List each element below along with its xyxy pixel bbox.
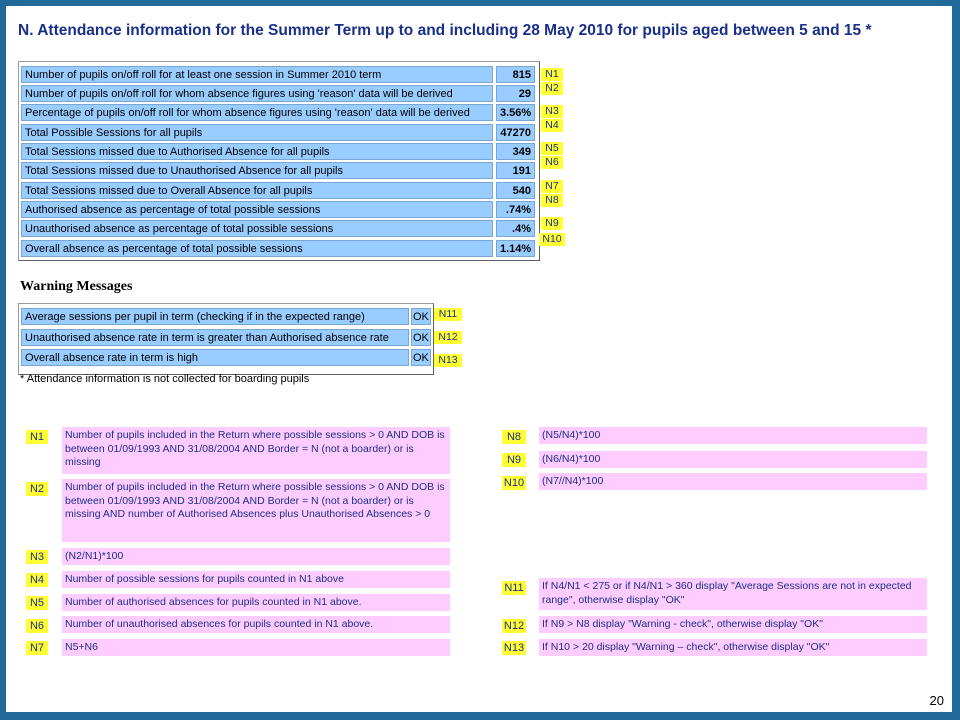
warning-label: Overall absence rate in term is high xyxy=(21,349,409,366)
legend-tag: N2 xyxy=(26,482,48,496)
row-tag: N7 xyxy=(541,180,563,193)
row-value: .4% xyxy=(496,220,535,237)
row-value: .74% xyxy=(496,201,535,218)
legend-tag: N1 xyxy=(26,430,48,444)
row-tag: N9 xyxy=(541,217,563,230)
row-tag: N2 xyxy=(541,82,563,95)
row-value: 3.56% xyxy=(496,104,535,121)
legend-definition: (N6/N4)*100 xyxy=(539,451,927,468)
row-value: 191 xyxy=(496,162,535,179)
footnote: * Attendance information is not collected for boarding pupils xyxy=(20,373,310,385)
legend-tag: N3 xyxy=(26,550,48,564)
warning-heading: Warning Messages xyxy=(20,279,133,294)
row-tag: N5 xyxy=(541,142,563,155)
row-label: Total Sessions missed due to Authorised Absence for all pupils xyxy=(21,143,493,160)
legend-tag: N11 xyxy=(502,581,526,595)
legend-tag: N8 xyxy=(502,430,526,444)
row-label: Total Possible Sessions for all pupils xyxy=(21,124,493,141)
legend-definition: N5+N6 xyxy=(62,639,450,656)
row-label: Percentage of pupils on/off roll for whom absence figures using 'reason' data will be derived xyxy=(21,104,493,121)
legend-tag: N13 xyxy=(503,642,525,654)
row-tag: N10 xyxy=(539,233,565,246)
row-value: 540 xyxy=(496,182,535,199)
row-label: Number of pupils on/off roll for at least one session in Summer 2010 term xyxy=(21,66,493,83)
warning-tag: N12 xyxy=(434,331,462,344)
legend-tag: N6 xyxy=(26,619,48,633)
warning-label: Average sessions per pupil in term (checking if in the expected range) xyxy=(21,308,409,325)
row-tag: N3 xyxy=(541,105,563,118)
row-value: 29 xyxy=(496,85,535,102)
page-title: N. Attendance information for the Summer Term up to and including 28 May 2010 for pupils aged between 5 and 15 * xyxy=(18,22,872,39)
legend-definition: If N4/N1 < 275 or if N4/N1 > 360 display "Average Sessions are not in expected range", otherwise display "OK" xyxy=(539,578,927,610)
legend-tag: N4 xyxy=(26,573,48,587)
page xyxy=(6,6,952,712)
row-label: Total Sessions missed due to Unauthorised Absence for all pupils xyxy=(21,162,493,179)
row-tag: N6 xyxy=(541,156,563,169)
row-value: 47270 xyxy=(496,124,535,141)
row-label: Unauthorised absence as percentage of total possible sessions xyxy=(21,220,493,237)
row-label: Total Sessions missed due to Overall Absence for all pupils xyxy=(21,182,493,199)
row-label: Number of pupils on/off roll for whom absence figures using 'reason' data will be derived xyxy=(21,85,493,102)
attendance-table xyxy=(18,61,540,261)
row-label: Authorised absence as percentage of total possible sessions xyxy=(21,201,493,218)
warning-tag: N11 xyxy=(434,308,462,321)
legend-definition: Number of authorised absences for pupils counted in N1 above. xyxy=(62,594,450,611)
row-value: 815 xyxy=(496,66,535,83)
row-tag: N1 xyxy=(541,68,563,81)
legend-definition: (N5/N4)*100 xyxy=(539,427,927,444)
legend-definition: Number of pupils included in the Return where possible sessions > 0 AND DOB is between 01/09/1993 AND 31/08/2004 AND Border = N (not a boarder) or is missing AND number of Authorised Absences plus Unauthorised Absences > 0 xyxy=(62,479,450,542)
legend-definition: If N9 > N8 display "Warning - check", otherwise display "OK" xyxy=(539,616,927,633)
row-value: 349 xyxy=(496,143,535,160)
warning-status: OK xyxy=(411,329,431,346)
warning-status: OK xyxy=(411,308,431,325)
legend-definition: Number of pupils included in the Return where possible sessions > 0 AND DOB is between 01/09/1993 AND 31/08/2004 AND Border = N (not a boarder) or is missing xyxy=(62,427,450,474)
warning-label: Unauthorised absence rate in term is greater than Authorised absence rate xyxy=(21,329,409,346)
row-tag: N4 xyxy=(541,119,563,132)
legend-tag: N12 xyxy=(503,620,525,632)
row-label: Overall absence as percentage of total possible sessions xyxy=(21,240,493,257)
legend-definition: (N7//N4)*100 xyxy=(539,473,927,490)
legend-definition: If N10 > 20 display "Warning – check", otherwise display "OK" xyxy=(539,639,927,656)
warning-status: OK xyxy=(411,349,431,366)
page-number: 20 xyxy=(929,693,944,708)
legend-tag: N5 xyxy=(26,596,48,610)
legend-definition: Number of unauthorised absences for pupils counted in N1 above. xyxy=(62,616,450,633)
warning-tag: N13 xyxy=(434,354,462,367)
legend-definition: Number of possible sessions for pupils counted in N1 above xyxy=(62,571,450,588)
legend-tag: N9 xyxy=(502,453,526,467)
legend-tag: N7 xyxy=(26,641,48,655)
warning-table xyxy=(18,303,434,375)
row-value: 1.14% xyxy=(496,240,535,257)
row-tag: N8 xyxy=(541,194,563,207)
legend-definition: (N2/N1)*100 xyxy=(62,548,450,565)
legend-tag: N10 xyxy=(503,477,525,489)
